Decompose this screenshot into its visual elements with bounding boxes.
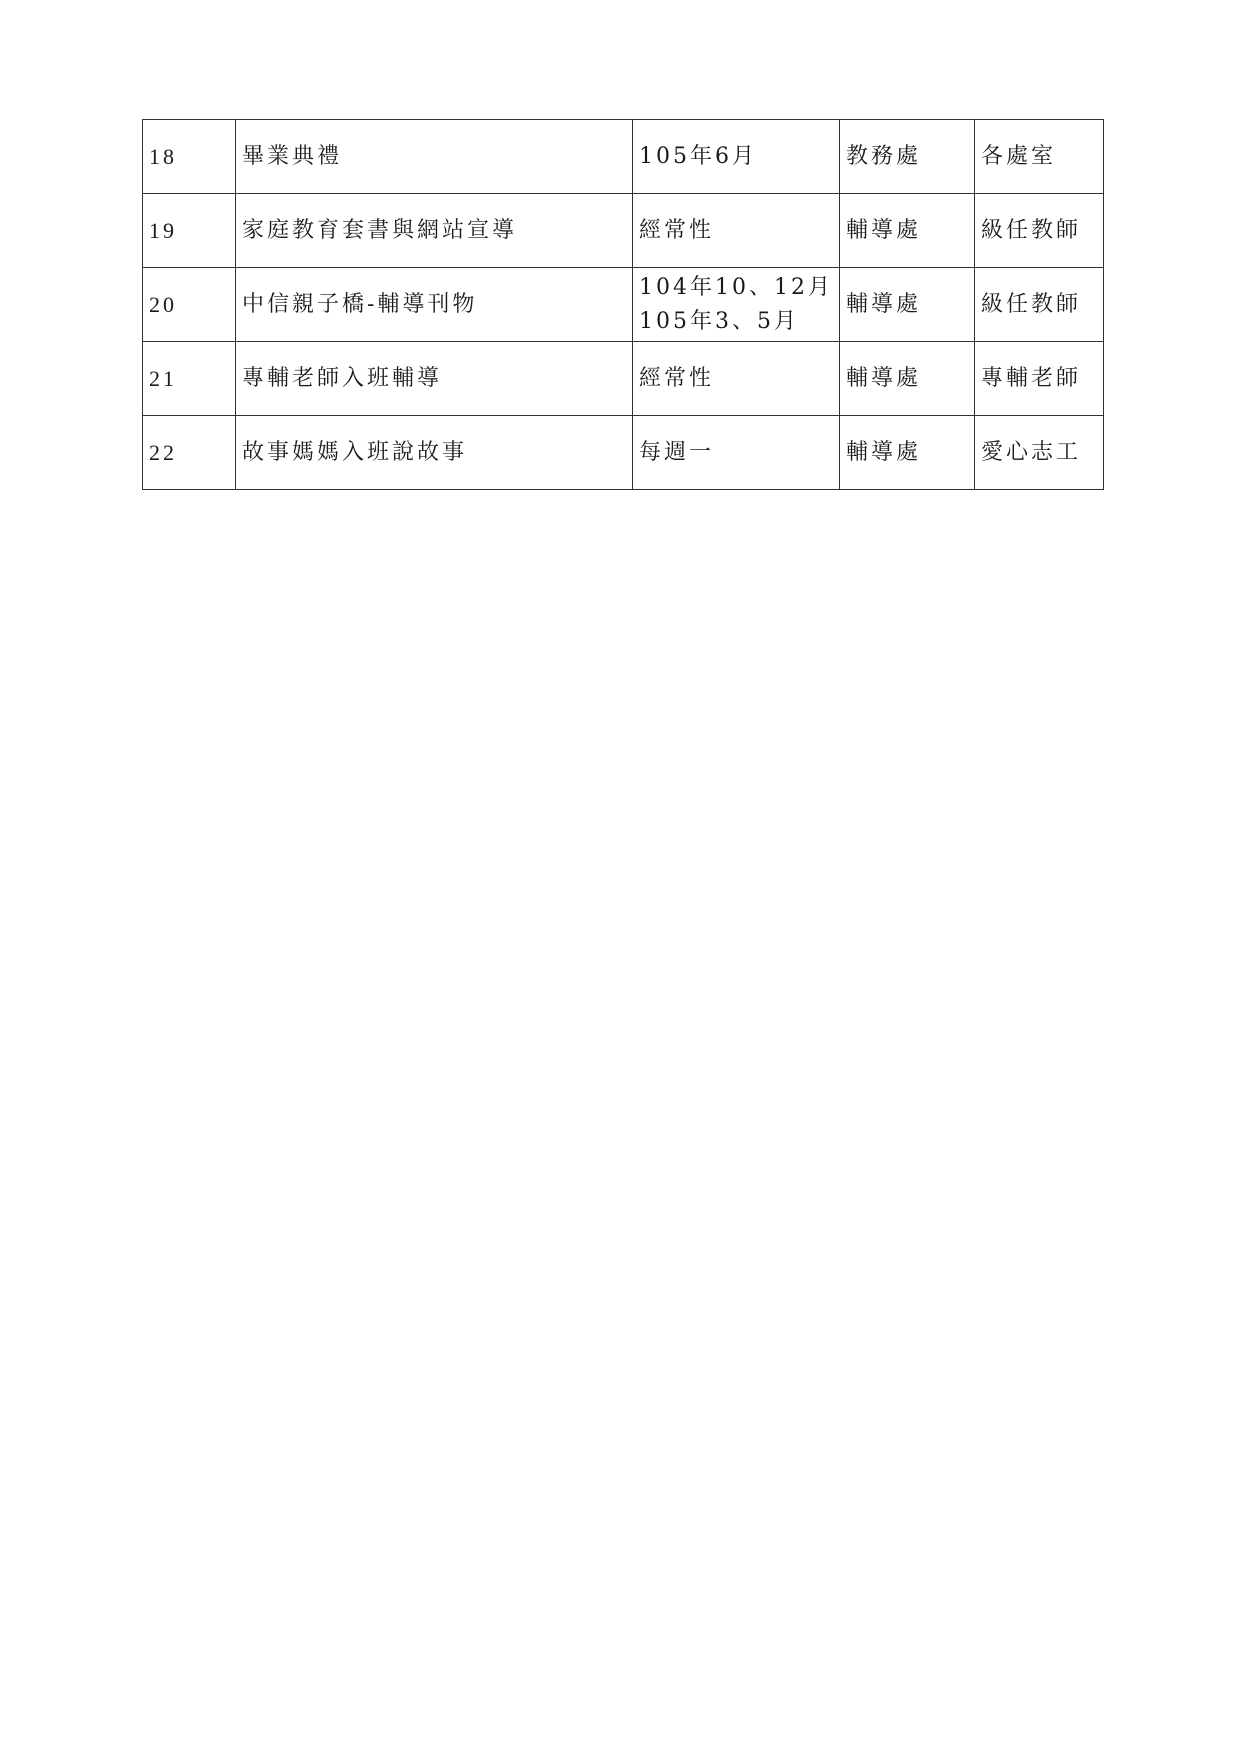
- responsible-office-cell: 輔導處: [840, 268, 975, 342]
- table-row: [143, 194, 1104, 268]
- table-row: [143, 120, 1104, 194]
- date-line: 105年6月: [639, 143, 757, 169]
- activity-date-cell: [633, 268, 840, 342]
- activity-date-cell: [633, 194, 840, 268]
- date-line: 104年10、12月: [639, 274, 833, 300]
- activity-name-cell: 畢業典禮: [236, 120, 633, 194]
- date-line: 經常性: [639, 217, 715, 243]
- row-number-cell: 21: [143, 342, 236, 416]
- activity-schedule-table: [142, 119, 1104, 490]
- activity-name-cell: 家庭教育套書與網站宣導: [236, 194, 633, 268]
- activity-name-cell: 中信親子橋-輔導刊物: [236, 268, 633, 342]
- participant-cell: 級任教師: [975, 268, 1104, 342]
- date-line: 105年3、5月: [639, 308, 799, 334]
- table-row: [143, 268, 1104, 342]
- table-row: [143, 342, 1104, 416]
- date-line: 經常性: [639, 365, 715, 391]
- activity-date-cell: [633, 416, 840, 490]
- activity-name-cell: 故事媽媽入班說故事: [236, 416, 633, 490]
- participant-cell: 級任教師: [975, 194, 1104, 268]
- participant-cell: 愛心志工: [975, 416, 1104, 490]
- activity-name-cell: 專輔老師入班輔導: [236, 342, 633, 416]
- row-number-cell: 20: [143, 268, 236, 342]
- participant-cell: 專輔老師: [975, 342, 1104, 416]
- table-row: [143, 416, 1104, 490]
- date-line: 每週一: [639, 439, 715, 465]
- row-number-cell: 22: [143, 416, 236, 490]
- row-number-cell: 19: [143, 194, 236, 268]
- participant-cell: 各處室: [975, 120, 1104, 194]
- row-number-cell: 18: [143, 120, 236, 194]
- responsible-office-cell: 教務處: [840, 120, 975, 194]
- activity-date-cell: [633, 342, 840, 416]
- responsible-office-cell: 輔導處: [840, 416, 975, 490]
- responsible-office-cell: 輔導處: [840, 342, 975, 416]
- responsible-office-cell: 輔導處: [840, 194, 975, 268]
- activity-date-cell: [633, 120, 840, 194]
